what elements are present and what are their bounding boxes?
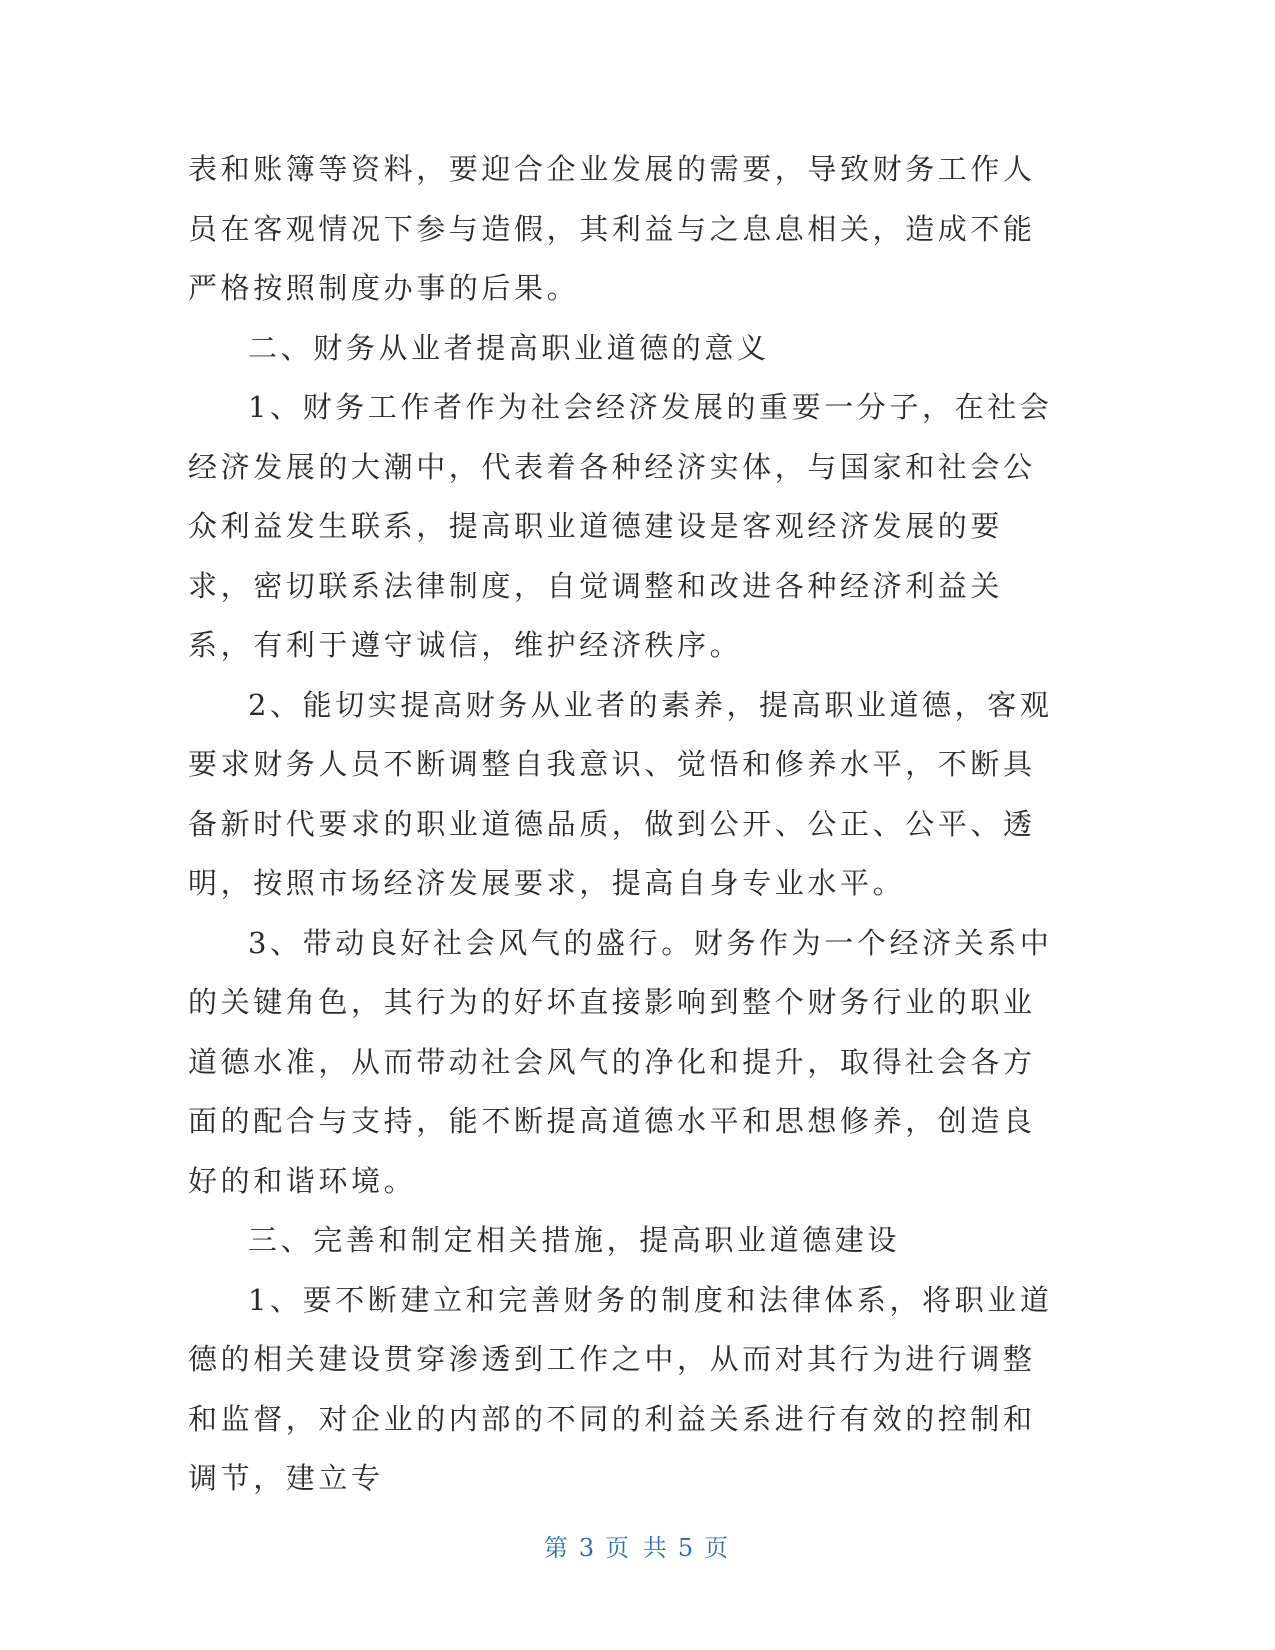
page-footer (0, 1528, 1275, 1563)
paragraph-measure-1 (188, 1271, 1068, 1509)
paragraph-line: 生联系，提高职业道德建设是客观经济发展的要求，密切联系法 (188, 509, 1004, 603)
paragraph-item-1 (188, 378, 1068, 676)
paragraph-line: 1、财务工作者作为社会经济发展的重要一分子，在社会经济 (188, 390, 1053, 484)
paragraph-line: 持，能不断提高道德水平和思想修养，创造良好的和谐环境。 (188, 1104, 1036, 1198)
footer-middle: 页 共 (605, 1534, 670, 1562)
total-pages-number: 5 (677, 1534, 697, 1562)
paragraph-line: ，从而带动社会风气的净化和提升，取得社会各方面的配合与支 (188, 1044, 1036, 1138)
footer-prefix: 第 (543, 1534, 571, 1562)
footer-suffix: 页 (704, 1534, 732, 1562)
section-heading-text: 三、完善和制定相关措施，提高职业道德建设 (248, 1223, 901, 1257)
paragraph-line: 2、能切实提高财务从业者的素养，提高职业道德，客观要求 (188, 687, 1053, 781)
paragraph-line: 相关建设贯穿渗透到工作之中，从而对其行为进行调整和监督， (188, 1342, 1036, 1436)
paragraph-line: 1、要不断建立和完善财务的制度和法律体系，将职业道德的 (188, 1282, 1053, 1376)
section-heading-3 (188, 1211, 1068, 1271)
paragraph-line: 表和账簿等资料，要迎合企业发展的需要，导致财务工作人员在 (188, 152, 1036, 246)
paragraph-line: 维护经济秩序。 (514, 628, 743, 662)
paragraph-item-2 (188, 676, 1068, 914)
paragraph-line: 财务人员不断调整自我意识、觉悟和修养水平，不断具备新时代 (188, 747, 1036, 841)
paragraph-line: 要求的职业道德品质，做到公开、公正、公平、透明，按照市场 (188, 806, 1036, 900)
paragraph-line: 客观情况下参与造假，其利益与之息息相关，造成不能严格按照 (188, 211, 1036, 305)
paragraph-line: 律制度，自觉调整和改进各种经济利益关系，有利于遵守诚信， (188, 568, 1004, 662)
paragraph-item-3 (188, 914, 1068, 1212)
paragraph-line: 制度办事的后果。 (318, 271, 580, 305)
paragraph-line: 3、带动良好社会风气的盛行。财务作为一个经济关系中的关 (188, 925, 1053, 1019)
paragraph-line: 键角色，其行为的好坏直接影响到整个财务行业的职业道德水准 (188, 985, 1036, 1079)
paragraph-line: 对企业的内部的不同的利益关系进行有效的控制和调节，建立专 (188, 1401, 1036, 1495)
section-heading-text: 二、财务从业者提高职业道德的意义 (248, 330, 770, 365)
section-heading-2 (188, 319, 1068, 379)
document-body (188, 140, 1068, 1509)
paragraph-line: 经济发展要求，提高自身专业水平。 (383, 866, 906, 900)
paragraph-continuation (188, 140, 1068, 319)
paragraph-line: 发展的大潮中，代表着各种经济实体，与国家和社会公众利益发 (188, 449, 1036, 543)
current-page-number: 3 (578, 1534, 598, 1562)
